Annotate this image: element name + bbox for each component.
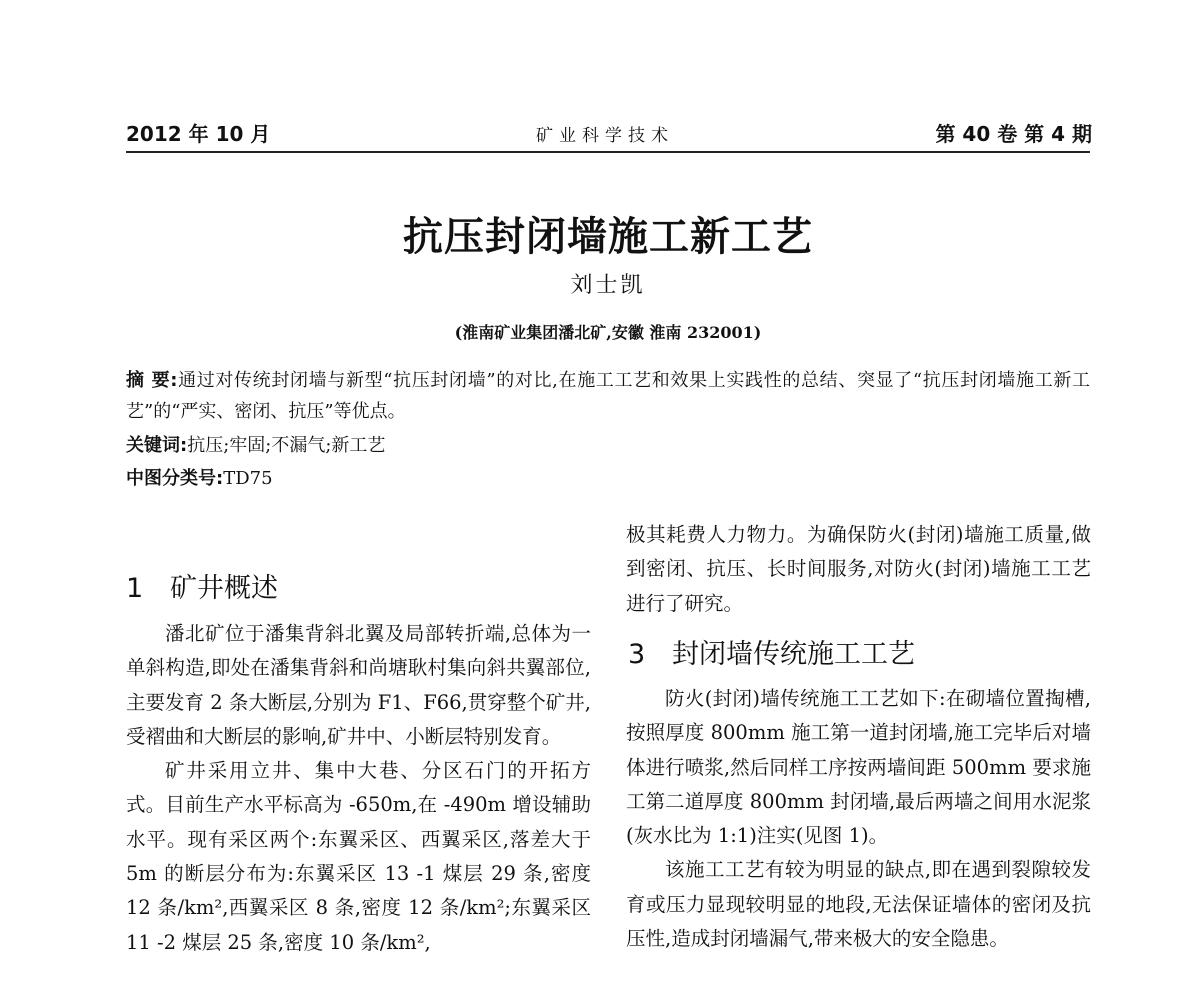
author-name: 刘士凯 [570,273,646,298]
paragraph: 防火(封闭)墙传统施工工艺如下:在砌墙位置掏槽,按照厚度 800mm 施工第一道封闭墙,施工完毕后对墙体进行喷浆,然后同样工序按两墙间距 500mm 要求施工第二道厚度 800mm 封闭墙,最后两墙之间用水泥浆(灰水比为 1:1)注实(见图 1)。 [626,687,1091,848]
section-3-heading [628,632,915,671]
header-date: 2012 年 10 月 [126,122,271,146]
clc-label: 中图分类号: [126,468,224,489]
classification-number [126,463,1090,494]
paragraph: 该施工工艺有较为明显的缺点,即在遇到裂隙较发育或压力显现较明显的地段,无法保证墙体的密闭及抗压性,造成封闭墙漏气,带来极大的安全隐患。 [626,858,1091,951]
section-title: 矿井概述 [170,573,278,604]
clc-text: TD75 [223,468,273,489]
section-1-heading [126,566,278,605]
paragraph: 极其耗费人力物力。为确保防火(封闭)墙施工质量,做到密闭、抗压、长时间服务,对防火(封闭)墙施工工艺进行了研究。 [626,523,1091,615]
author-affiliation: (淮南矿业集团潘北矿,安徽 淮南 232001) [454,323,762,342]
keywords-label: 关键词: [126,435,188,456]
header-divider [126,151,1090,153]
section-number: 3 [628,639,646,670]
right-column [626,682,1091,956]
header-issue: 第 40 卷 第 4 期 [935,122,1092,146]
paper-title: 抗压封闭墙施工新工艺 [403,214,813,260]
left-column [126,617,591,960]
section-title: 封闭墙传统施工工艺 [672,639,915,670]
keywords-text: 抗压;牢固;不漏气;新工艺 [187,435,386,456]
abstract-text: 通过对传统封闭墙与新型“抗压封闭墙”的对比,在施工工艺和效果上实践性的总结、突显了“抗压封闭墙施工新工艺”的“严实、密闭、抗压”等优点。 [126,370,1090,422]
right-column-continuation [626,518,1091,621]
paragraph: 潘北矿位于潘集背斜北翼及局部转折端,总体为一单斜构造,即处在潘集背斜和尚塘耿村集向斜共翼部位,主要发育 2 条大断层,分别为 F1、F66,贯穿整个矿井,受褶曲和大断层的影响,矿井中、小断层特别发育。 [126,622,591,748]
abstract-label: 摘 要: [126,370,178,391]
section-number: 1 [126,573,144,604]
keywords [126,430,1090,461]
header-journal-name: 矿业科学技术 [536,126,674,146]
paragraph: 矿井采用立井、集中大巷、分区石门的开拓方式。目前生产水平标高为 -650m,在 -490m 增设辅助水平。现有采区两个:东翼采区、西翼采区,落差大于 5m 的断层分布为:东翼采区 13 -1 煤层 29 条,密度 12 条/km²,西翼采区 8 条,密度 12 条/km²;东翼采区 11 -2 煤层 25 条,密度 10 条/km², [126,759,591,954]
abstract [126,365,1090,427]
